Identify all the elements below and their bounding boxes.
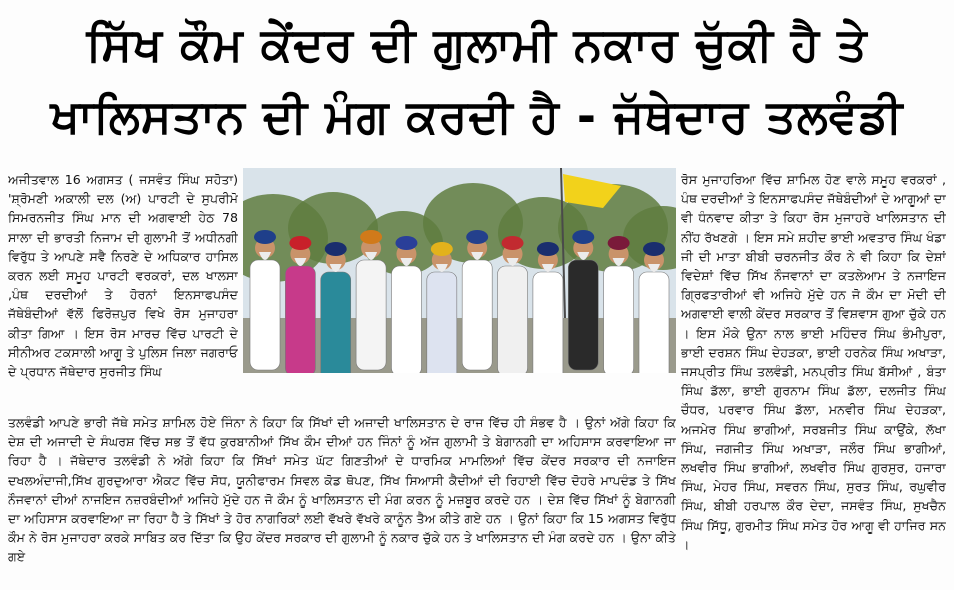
person-body-4: [391, 266, 421, 373]
headline-line-1: ਸਿੱਖ ਕੌਮ ਕੇਂਦਰ ਦੀ ਗੁਲਾਮੀ ਨਕਾਰ ਚੁੱਕੀ ਹੈ ਤੇ: [86, 17, 868, 71]
protest-group-photo: [243, 168, 676, 373]
article-bottom-column: [8, 413, 676, 585]
person-turban-4: [395, 236, 417, 250]
person-turban-10: [608, 236, 630, 250]
person-body-10: [604, 266, 634, 373]
article-text-left: ਅਜੀਤਵਾਲ 16 ਅਗਸਤ ( ਜਸਵੰਤ ਸਿੰਘ ਸਹੋਤਾ) 'ਸ਼੍ਰੋਮਣੀ ਅਕਾਲੀ ਦਲ (ਅ) ਪਾਰਟੀ ਦੇ ਸੁਪਰੀਮੋ ਸਿਮਰਨਜੀਤ ਸਿੰਘ ਮਾਨ ਦੀ ਅਗਵਾਈ ਹੇਠ 78 ਸਾਲਾ ਦੀ ਭਾਰਤੀ ਨਿਜਾਮ ਦੀ ਗੁਲਾਮੀ ਤੋਂ ਅਧੀਨਗੀ ਵਿਰੁੱਧ ਤੇ ਆਪਣੇ ਸਵੈ ਨਿਰਣੇ ਦੇ ਅਧਿਕਾਰ ਹਾਸਿਲ ਕਰਨ ਲਈ ਸਮੂਹ ਪਾਰਟੀ ਵਰਕਰਾਂ, ਦਲ ਖਾਲਸਾ ,ਪੰਥ ਦਰਦੀਆਂ ਤੇ ਹੋਰਨਾਂ ਇਨਸਾਫਪਸੰਦ ਜੱਥੇਬੰਦੀਆਂ ਵੱਲੋਂ ਫਿਰੋਜ਼ਪੁਰ ਵਿਖੇ ਰੋਸ ਮੁਜਾਹਰਾ ਕੀਤਾ ਗਿਆ । ਇਸ ਰੋਸ ਮਾਰਚ ਵਿੱਚ ਪਾਰਟੀ ਦੇ ਸੀਨੀਅਰ ਟਕਸਾਲੀ ਆਗੂ ਤੇ ਪੁਲਿਸ ਜਿਲਾ ਜਗਰਾਓ ਦੇ ਪ੍ਰਧਾਨ ਜੱਥੇਦਾਰ ਸੁਰਜੀਤ ਸਿੰਘ: [8, 172, 238, 380]
article-text-bottom: ਤਲਵੰਡੀ ਆਪਣੇ ਭਾਰੀ ਜੱਥੇ ਸਮੇਤ ਸ਼ਾਮਿਲ ਹੋਏ ਜਿੰਨਾ ਨੇ ਕਿਹਾ ਕਿ ਸਿੱਖਾਂ ਦੀ ਅਜਾਦੀ ਖਾਲਿਸਤਾਨ ਦੇ ਰਾਜ ਵਿੱਚ ਹੀ ਸੰਭਵ ਹੈ । ਉਨਾਂ ਅੱਗੇ ਕਿਹਾ ਕਿ ਦੇਸ਼ ਦੀ ਅਜਾਦੀ ਦੇ ਸੰਘਰਸ਼ ਵਿੱਚ ਸਭ ਤੋਂ ਵੱਧ ਕੁਰਬਾਨੀਆਂ ਸਿੱਖ ਕੌਮ ਦੀਆਂ ਹਨ ਜਿੰਨਾਂ ਨੂੰ ਅੱਜ ਗੁਲਾਮੀ ਤੇ ਬੇਗਾਨਗੀ ਦਾ ਅਹਿਸਾਸ ਕਰਵਾਇਆ ਜਾ ਰਿਹਾ ਹੈ । ਜੱਥੇਦਾਰ ਤਲਵੰਡੀ ਨੇ ਅੱਗੇ ਕਿਹਾ ਕਿ ਸਿੱਖਾਂ ਸਮੇਤ ਘੱਟ ਗਿਣਤੀਆਂ ਦੇ ਧਾਰਮਿਕ ਮਾਮਲਿਆਂ ਵਿੱਚ ਕੇਂਦਰ ਸਰਕਾਰ ਦੀ ਨਜਾਇਜ ਦਖਲਅੰਦਾਜੀ,ਸਿੱਖ ਗੁਰਦੁਆਰਾ ਐਕਟ ਵਿੱਚ ਸੋਧ, ਯੂਨੀਫਾਰਮ ਸਿਵਲ ਕੋਡ ਥੋਪਣ, ਸਿੱਖ ਸਿਆਸੀ ਕੈਦੀਆਂ ਦੀ ਰਿਹਾਈ ਵਿੱਚ ਦੋਹਰੇ ਮਾਪਦੰਡ ਤੇ ਸਿੱਖ ਨੌਜਵਾਨਾਂ ਦੀਆਂ ਨਾਜਇਜ ਨਜ਼ਰਬੰਦੀਆਂ ਅਜਿਹੇ ਮੁੱਦੇ ਹਨ ਜੋ ਕੌਮ ਨੂੰ ਖਾਲਿਸਤਾਨ ਦੀ ਮੰਗ ਕਰਨ ਨੂੰ ਮਜ਼ਬੂਰ ਕਰਦੇ ਹਨ । ਦੇਸ਼ ਵਿੱਚ ਸਿੱਖਾਂ ਨੂੰ ਬੇਗਾਨਗੀ ਦਾ ਅਹਿਸਾਸ ਕਰਵਾਇਆ ਜਾ ਰਿਹਾ ਹੈ ਤੇ ਸਿੱਖਾਂ ਤੇ ਹੋਰ ਨਾਗਰਿਕਾਂ ਲਈ ਵੱਖਰੇ ਵੱਖਰੇ ਕਾਨੂੰਨ ਤੈਅ ਕੀਤੇ ਗਏ ਹਨ । ਉਨਾਂ ਕਿਹਾ ਕਿ 15 ਅਗਸਤ ਵਿਰੁੱਧ ਕੌਮ ਨੇ ਰੋਸ ਮੁਜਾਹਰਾ ਕਰਕੇ ਸਾਬਿਤ ਕਰ ਦਿੱਤਾ ਕਿ ਉਹ ਕੇਂਦਰ ਸਰਕਾਰ ਦੀ ਗੁਲਾਮੀ ਨੂੰ ਨਕਾਰ ਚੁੱਕੇ ਹਨ ਤੇ ਖਾਲਿਸਤਾਨ ਦੀ ਮੰਗ ਕਰਦੇ ਹਨ । ਉਨਾ ਕੀਤੇ ਗਏ: [8, 415, 676, 565]
person-turban-2: [325, 242, 347, 256]
person-body-11: [639, 272, 669, 373]
person-body-8: [533, 272, 563, 373]
person-turban-8: [537, 242, 559, 256]
person-turban-9: [572, 230, 594, 244]
person-body-7: [498, 266, 528, 373]
person-body-1: [285, 266, 315, 373]
person-turban-0: [254, 230, 276, 244]
person-body-3: [356, 260, 386, 370]
person-body-9: [568, 260, 598, 370]
article-left-column: [8, 170, 238, 413]
person-turban-1: [289, 236, 311, 250]
news-photo: [243, 168, 676, 373]
headline-line-2: ਖਾਲਿਸਤਾਨ ਦੀ ਮੰਗ ਕਰਦੀ ਹੈ - ਜੱਥੇਦਾਰ ਤਲਵੰਡੀ: [50, 89, 904, 143]
person-body-0: [250, 260, 280, 370]
person-turban-7: [502, 236, 524, 250]
article-right-column: [681, 170, 946, 585]
person-body-2: [321, 272, 351, 373]
person-body-6: [462, 260, 492, 370]
person-body-5: [427, 272, 457, 373]
person-turban-5: [431, 242, 453, 256]
article-text-right: ਰੋਸ ਮੁਜਾਹਰਿਆ ਵਿੱਚ ਸ਼ਾਮਿਲ ਹੋਣ ਵਾਲੇ ਸਮੂਹ ਵਰਕਰਾਂ , ਪੰਥ ਦਰਦੀਆਂ ਤੇ ਇਨਸਾਫਪਸੰਦ ਜੱਥੇਬੰਦੀਆਂ ਦੇ ਆਗੂਆਂ ਦਾ ਵੀ ਧੰਨਵਾਦ ਕੀਤਾ ਤੇ ਕਿਹਾ ਰੋਸ ਮੁਜਾਹਰੇ ਖਾਲਿਸਤਾਨ ਦੀ ਨੀਂਹ ਰੱਖਣਗੇ । ਇਸ ਸਮੇ ਸ਼ਹੀਦ ਭਾਈ ਅਵਤਾਰ ਸਿੰਘ ਖੰਡਾ ਜੀ ਦੀ ਮਾਤਾ ਬੀਬੀ ਚਰਨਜੀਤ ਕੌਰ ਨੇ ਵੀ ਕਿਹਾ ਕਿ ਦੇਸ਼ਾਂ ਵਿਦੇਸ਼ਾਂ ਵਿੱਚ ਸਿੱਖ ਨੌਜਵਾਨਾਂ ਦਾ ਕਤਲੇਆਮ ਤੇ ਨਜਾਇਜ ਗ੍ਰਿਫਤਾਰੀਆਂ ਵੀ ਅਜਿਹੇ ਮੁੱਦੇ ਹਨ ਜੋ ਕੌਮ ਦਾ ਮੋਦੀ ਦੀ ਅਗਵਾਈ ਵਾਲੀ ਕੇਂਦਰ ਸਰਕਾਰ ਤੋਂ ਵਿਸ਼ਵਾਸ ਗੁਆ ਚੁੱਕੇ ਹਨ । ਇਸ ਮੌਕੇ ਉਨਾ ਨਾਲ ਭਾਈ ਮਹਿੰਦਰ ਸਿੰਘ ਭੰਮੀਪੁਰਾ, ਭਾਈ ਦਰਸ਼ਨ ਸਿੰਘ ਦੇਹੜਕਾ, ਭਾਈ ਹਰਨੇਕ ਸਿੰਘ ਅਖਾੜਾ, ਜਸਪ੍ਰੀਤ ਸਿੰਘ ਤਲਵੰਡੀ, ਮਨਪ੍ਰੀਤ ਸਿੰਘ ਬੱਸੀਆਂ , ਬੰਤਾ ਸਿੰਘ ਡੱਲਾ, ਭਾਈ ਗੁਰਨਾਮ ਸਿੰਘ ਡੱਲਾ, ਦਲਜੀਤ ਸਿੰਘ ਚੌਧਰ, ਪਰਵਾਰ ਸਿੰਘ ਡੱਲਾ, ਮਨਵੀਰ ਸਿੰਘ ਦੇਹੜਕਾ, ਅਜਮੇਰ ਸਿੰਘ ਭਾਗੀਆਂ, ਸਰਬਜੀਤ ਸਿੰਘ ਕਾਉਂਕੇ, ਲੱਖਾ ਸਿੰਘ, ਜਗਜੀਤ ਸਿੰਘ ਅਖਾੜਾ, ਜਲੌਰ ਸਿੰਘ ਭਾਗੀਆਂ, ਲਖਵੀਰ ਸਿੰਘ ਭਾਗੀਆਂ, ਲਖਵੀਰ ਸਿੰਘ ਗੁਰਸੁਰ, ਹਜਾਰਾ ਸਿੰਘ, ਮੇਹਰ ਸਿੰਘ, ਸਵਰਨ ਸਿੰਘ, ਸੁਰਤ ਸਿੰਘ, ਰਘੁਵੀਰ ਸਿੰਘ, ਬੀਬੀ ਹਰਪਾਲ ਕੌਰ ਦੇਦਾ, ਜਸਵੰਤ ਸਿੰਘ, ਸੁਖਚੈਨ ਸਿੰਘ ਸਿੱਧੂ, ਗੁਰਮੀਤ ਸਿੰਘ ਸਮੇਤ ਹੋਰ ਆਗੂ ਵੀ ਹਾਜਿਰ ਸਨ ।: [681, 172, 946, 552]
person-turban-6: [466, 230, 488, 244]
photo-spacer: [243, 376, 676, 412]
person-turban-11: [643, 242, 665, 256]
person-turban-3: [360, 230, 382, 244]
